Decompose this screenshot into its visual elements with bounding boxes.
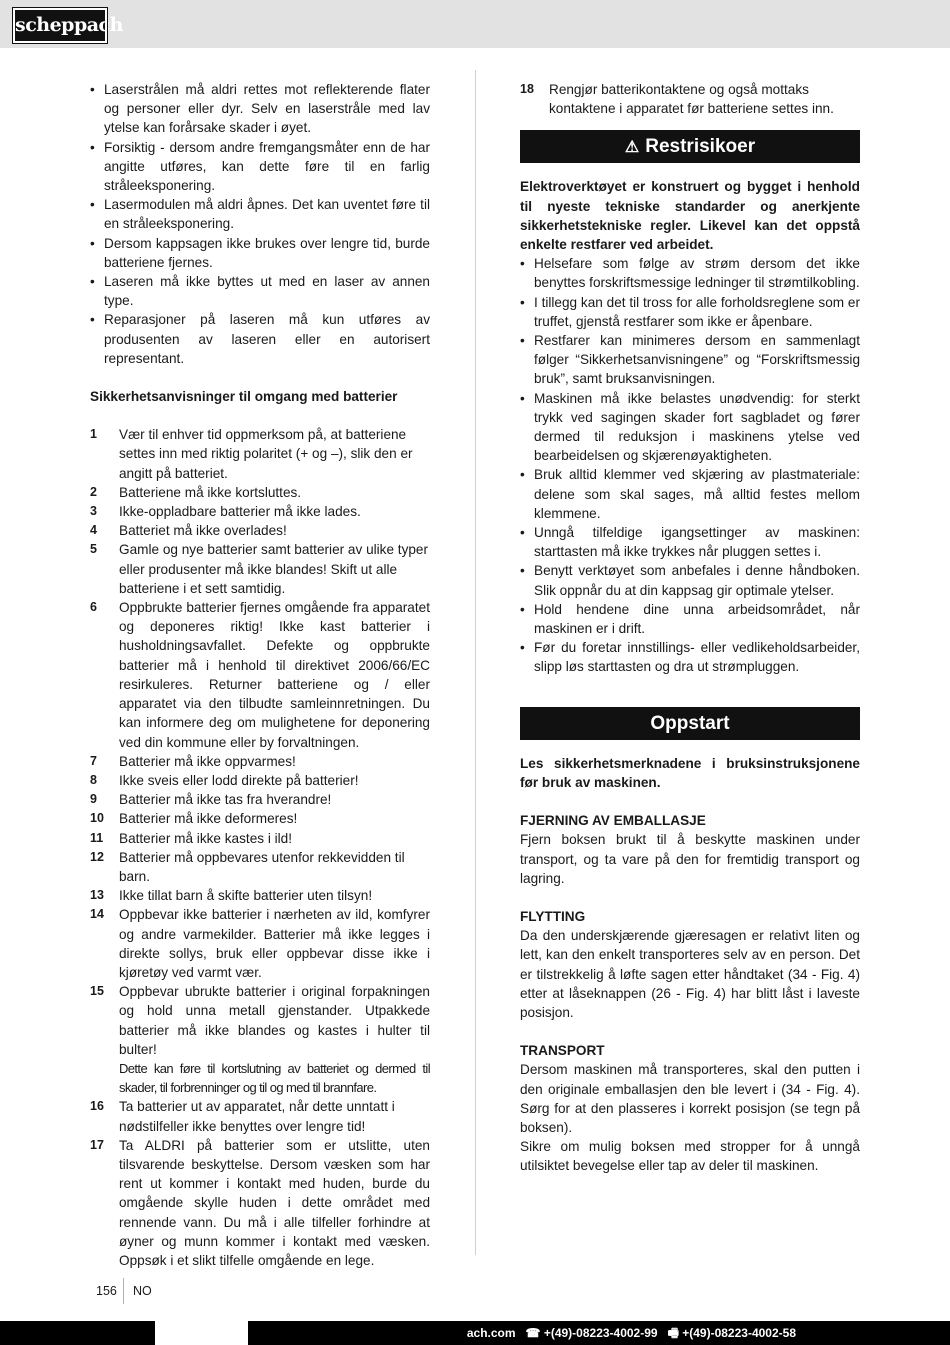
- item-number: 14: [90, 907, 104, 922]
- list-item: [90, 502, 430, 521]
- laser-bullet-list: [90, 80, 430, 368]
- website-text: ach.com: [466, 1326, 516, 1340]
- item-text: Ta ALDRI på batterier som er utslitte, uten tilsvarende beskyttelse. Dersom væsken som har rent ut kommer i kontakt med huden, burde du omgående skylle huden i dette området med rennende vann. Du må i alle tilfeller forhindre at øyner og munn kommer i kontakt med væsken. Oppsøk i et slikt tilfelle omgående en lege.: [119, 1137, 430, 1268]
- list-item: [90, 905, 430, 982]
- list-item: [90, 540, 430, 598]
- item-number: 11: [90, 830, 104, 845]
- bottom-bar-gap: [155, 1321, 248, 1345]
- section-fjerning: [520, 811, 860, 888]
- item-text: Oppbevar ubrukte batterier i original forpakningen og hold unna metall gjenstander. Utpakkede batterier må ikke blandes og kastes i hulter til bulter!: [119, 984, 430, 1057]
- list-item: • Forsiktig - dersom andre fremgangsmåter enn de har angitte utføres, kan dette føre til en farlig stråleeksponering.: [90, 138, 430, 196]
- list-item: [90, 521, 430, 540]
- item-number: 2: [90, 484, 97, 499]
- scheppach-logo: scheppach: [13, 8, 107, 43]
- list-item: [90, 848, 430, 886]
- list-item: [90, 829, 430, 848]
- list-item: [90, 982, 430, 1097]
- top-bar: [0, 0, 950, 48]
- list-item: • Reparasjoner på laseren må kun utføres av produsenten av laseren eller en autorisert representant.: [90, 310, 430, 368]
- language-code: NO: [133, 1284, 152, 1298]
- list-item: • Før du foretar innstillings- eller vedlikeholdsarbeider, slipp løs starttasten og dra ut strømpluggen.: [520, 638, 860, 676]
- section-flytting: [520, 907, 860, 1022]
- list-item: • Bruk alltid klemmer ved skjæring av plastmateriale: delene som skal sages, må alltid festes mellom klemmene.: [520, 465, 860, 523]
- list-item: • Laserstrålen må aldri rettes mot reflekterende flater og personer eller dyr. Selv en laserstråle med lav ytelse kan forårsake skader i øyet.: [90, 80, 430, 138]
- item-text: Batteriene må ikke kortsluttes.: [119, 484, 302, 500]
- item-text: Gamle og nye batterier samt batterier av ulike typer eller produsenter må ikke blandes! Skift ut alle batteriene i et sett samtidig.: [119, 542, 429, 596]
- list-item: [90, 1136, 430, 1270]
- list-item: [90, 790, 430, 809]
- section-body-continued: Sikre om mulig boksen med stropper for å unngå utilsiktet bevegelse eller tap av deler til maskinen.: [520, 1139, 860, 1174]
- list-item: [90, 1097, 430, 1135]
- item-text: Batteriet må ikke overlades!: [119, 523, 287, 539]
- item-text: Ikke tillat barn å skifte batterier uten tilsyn!: [119, 888, 373, 904]
- oppstart-banner: [520, 707, 860, 740]
- restrisiko-intro: Elektroverktøyet er konstruert og bygget i henhold til nyeste tekniske standarder og anerkjente sikkerhetstekniske regler. Likevel kan det oppstå enkelte restfarer ved arbeidet.: [520, 179, 860, 253]
- restrisiko-banner: [520, 130, 860, 163]
- item-text: Batterier må ikke oppvarmes!: [119, 753, 296, 769]
- list-item: [520, 80, 860, 118]
- item-text: Rengjør batterikontaktene og også mottaks kontaktene i apparatet før batteriene settes inn.: [549, 82, 834, 117]
- item-text: Vær til enhver tid oppmerksom på, at batteriene settes inn med riktig polaritet (+ og –), slik den er angitt på batteriet.: [119, 427, 413, 481]
- item-text: Batterier må ikke tas fra hverandre!: [119, 792, 332, 808]
- list-item: • Maskinen må ikke belastes unødvendig: for sterkt trykk ved sagingen skader fort sagbladet og fører dermed til reduksjon i maskinens ytelse ved bearbeidelsen og skjærenøyaktigheten.: [520, 389, 860, 466]
- item-text: Batterier må ikke kastes i ild!: [119, 830, 293, 846]
- item-text: Oppbevar ikke batterier i nærheten av ild, komfyrer og andre varmekilder. Batterier må ikke legges i direkte sollys, bruk eller oppbevar disse ikke i kjøretøy ved varmt vær.: [119, 907, 430, 980]
- banner-title: Oppstart: [650, 712, 730, 734]
- section-heading: FJERNING AV EMBALLASJE: [520, 813, 706, 829]
- banner-title: Restrisikoer: [645, 136, 756, 158]
- item-number: 13: [90, 888, 104, 903]
- section-heading: TRANSPORT: [520, 1043, 605, 1059]
- list-item: • Lasermodulen må aldri åpnes. Det kan uventet føre til en stråleeksponering.: [90, 195, 430, 233]
- item-number: 10: [90, 811, 104, 826]
- item-number: 9: [90, 792, 97, 807]
- item-number: 7: [90, 753, 97, 768]
- list-item: • Benytt verktøyet som anbefales i denne håndboken. Slik oppnår du at din kappsag gir optimale ytelser.: [520, 561, 860, 599]
- right-column: [520, 80, 860, 1176]
- list-item: [90, 886, 430, 905]
- item-number: 6: [90, 600, 97, 615]
- item-number: 1: [90, 427, 97, 442]
- section-body: Dersom maskinen må transporteres, skal den putten i den originale emballasjen den ble levert i (34 - Fig. 4). Sørg for at den plasseres i korrekt posisjon (se tegn på boksen).: [520, 1062, 860, 1135]
- list-item: • Restfarer kan minimeres dersom en sammenlagt følger “Sikkerhetsanvisningene” og “Forskriftsmessig bruk”, samt bruksanvisningen.: [520, 331, 860, 389]
- list-item: [90, 598, 430, 752]
- list-item: [90, 752, 430, 771]
- item-number: 8: [90, 772, 97, 787]
- footer-divider: [123, 1278, 124, 1304]
- list-item: [90, 425, 430, 483]
- list-item: [90, 771, 430, 790]
- list-item: • Unngå tilfeldige igangsettinger av maskinen: starttasten må ikke trykkes når pluggen settes i.: [520, 523, 860, 561]
- list-item: • I tillegg kan det til tross for alle forholdsreglene som er truffet, gjenstå restfarer som ikke er åpenbare.: [520, 293, 860, 331]
- item-text: Ikke sveis eller lodd direkte på batterier!: [119, 772, 359, 788]
- phone-text: ☎ +(49)-08223-4002-99: [525, 1326, 658, 1340]
- item-number: 4: [90, 523, 97, 538]
- left-column: [90, 80, 430, 1270]
- section-body: Da den underskjærende gjæresagen er relativt liten og lett, kan den enkelt transporteres selv av en person. Det er tilstrekkelig å løfte sagen etter håndtaket (34 - Fig. 4) etter at låseknappen (26 - Fig. 4) har blitt låst i laveste posisjon.: [520, 928, 860, 1020]
- list-item: • Helsefare som følge av strøm dersom det ikke benyttes forskriftsmessige ledninger til strømtilkobling.: [520, 254, 860, 292]
- item-text: Oppbrukte batterier fjernes omgående fra apparatet og deponeres riktig! Ikke kast batterier i husholdningsavfallet. Defekte og oppbrukte batterier må i henhold til direktivet 2006/66/EC resirkuleres. Returner batteriene og / eller apparatet via den tilbudte samleinnretningen. Du kan informere deg om mulighetene for deponering ved din kommune eller by forvaltningen.: [119, 600, 430, 750]
- warning-triangle-icon: ⚠: [624, 139, 640, 157]
- item-text: Batterier må ikke deformeres!: [119, 811, 298, 827]
- list-item: • Laseren må ikke byttes ut med en laser av annen type.: [90, 272, 430, 310]
- list-item: • Hold hendene dine unna arbeidsområdet, når maskinen er i drift.: [520, 600, 860, 638]
- item-number: 15: [90, 984, 104, 999]
- oppstart-intro: Les sikkerhetsmerknadene i bruksinstruksjonene før bruk av maskinen.: [520, 755, 860, 790]
- column-divider: [475, 70, 476, 1255]
- list-item: [90, 483, 430, 502]
- item-text-continued: Dette kan føre til kortslutning av batteriet og dermed til skader, til forbrenninger og til og med til brannfare.: [119, 1060, 430, 1096]
- item-number: 5: [90, 542, 97, 557]
- item-number: 16: [90, 1099, 104, 1114]
- item-text: Ikke-oppladbare batterier må ikke lades.: [119, 504, 361, 520]
- item-number: 3: [90, 504, 97, 519]
- item-number: 17: [90, 1137, 104, 1152]
- contact-info: [457, 1321, 796, 1345]
- section-heading: FLYTTING: [520, 908, 586, 924]
- fax-text: 🖷 +(49)-08223-4002-58: [667, 1326, 796, 1340]
- restrisiko-bullet-list: [520, 254, 860, 676]
- list-item: [90, 809, 430, 828]
- list-item: • Dersom kappsagen ikke brukes over lengre tid, burde batteriene fjernes.: [90, 234, 430, 272]
- item-text: Ta batterier ut av apparatet, når dette unntatt i nødstilfeller ikke benyttes over lengre tid!: [119, 1099, 395, 1134]
- battery-numbered-list: [90, 425, 430, 1270]
- battery-safety-heading: Sikkerhetsanvisninger til omgang med batterier: [90, 389, 398, 405]
- page-number: 156: [96, 1284, 117, 1298]
- item-number: 12: [90, 849, 104, 864]
- item-text: Batterier må oppbevares utenfor rekkevidden til barn.: [119, 849, 405, 884]
- section-transport: [520, 1041, 860, 1175]
- item-number: 18: [520, 82, 534, 96]
- section-body: Fjern boksen brukt til å beskytte maskinen under transport, og ta vare på den for fremtidig transport og lagring.: [520, 832, 860, 886]
